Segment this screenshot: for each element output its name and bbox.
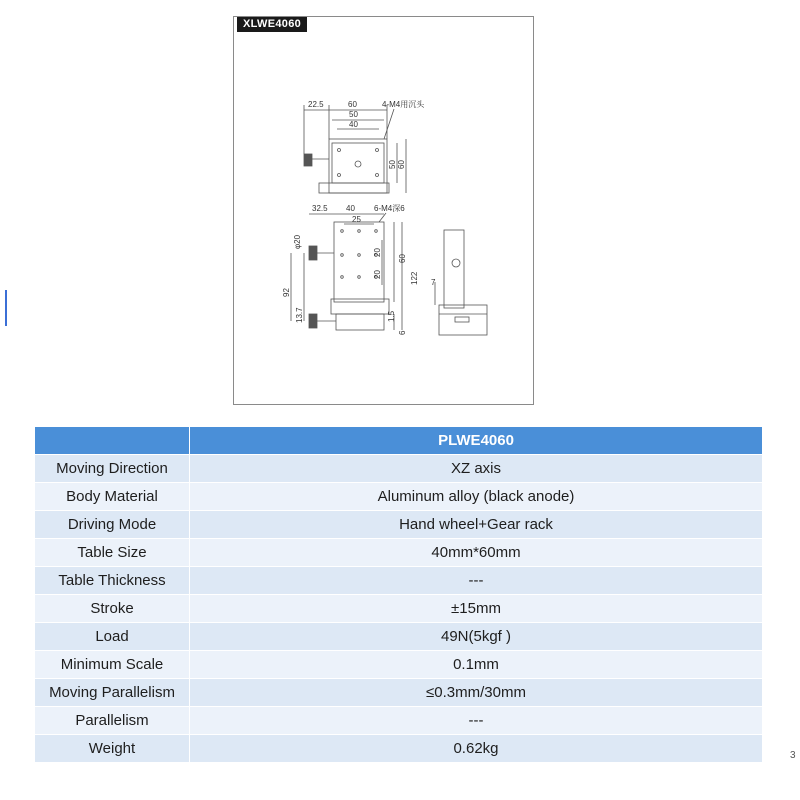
table-row (35, 595, 763, 623)
page-number: 3 (790, 750, 796, 761)
table-row (35, 511, 763, 539)
dim-label: 1.5 (387, 310, 396, 322)
spec-value: ±15mm (190, 595, 763, 623)
spec-label: Moving Parallelism (35, 679, 190, 707)
spec-label: Parallelism (35, 707, 190, 735)
spec-label: Table Size (35, 539, 190, 567)
spec-value: 49N(5kgf ) (190, 623, 763, 651)
dim-label: 40 (346, 204, 355, 213)
technical-drawing-frame (233, 16, 534, 405)
dim-label: 50 (388, 160, 397, 169)
dim-label: 60 (398, 254, 407, 263)
dim-label: 92 (282, 288, 291, 297)
right-view-column (444, 230, 464, 308)
top-view-dimension-labels (308, 99, 425, 169)
side-view-knob-upper (309, 246, 317, 260)
dim-label: 4-M4用沉头 (382, 100, 425, 109)
dim-label: 6 (398, 330, 407, 335)
table-row (35, 483, 763, 511)
side-view-table (334, 222, 384, 302)
dim-label: 60 (397, 160, 406, 169)
dim-label: 7 (431, 278, 436, 287)
spec-header-model: PLWE4060 (190, 427, 763, 455)
spec-label: Load (35, 623, 190, 651)
spec-label: Stroke (35, 595, 190, 623)
spec-value: --- (190, 567, 763, 595)
technical-drawing (234, 17, 533, 404)
dim-label: 13.7 (295, 307, 304, 323)
table-row (35, 623, 763, 651)
dim-label: 22.5 (308, 100, 324, 109)
left-edge-marker (5, 290, 7, 326)
side-view-dimension-labels (282, 204, 436, 335)
dim-label: 40 (349, 120, 358, 129)
table-row (35, 707, 763, 735)
dim-label: 6-M4深6 (374, 204, 405, 213)
right-view-base (439, 305, 487, 335)
spec-value: --- (190, 707, 763, 735)
table-row (35, 679, 763, 707)
spec-table-header-row (35, 427, 763, 455)
top-view-body (329, 139, 387, 193)
table-row (35, 539, 763, 567)
spec-value: 40mm*60mm (190, 539, 763, 567)
side-view-knob-lower (309, 314, 317, 328)
spec-label: Moving Direction (35, 455, 190, 483)
table-row (35, 651, 763, 679)
dim-label: φ20 (293, 234, 302, 249)
spec-label: Driving Mode (35, 511, 190, 539)
dim-label: 60 (348, 100, 357, 109)
table-row (35, 567, 763, 595)
spec-table (34, 426, 763, 763)
spec-value: 0.1mm (190, 651, 763, 679)
spec-header-blank (35, 427, 190, 455)
spec-value: XZ axis (190, 455, 763, 483)
spec-label: Minimum Scale (35, 651, 190, 679)
table-row (35, 455, 763, 483)
table-row (35, 735, 763, 763)
spec-value: 0.62kg (190, 735, 763, 763)
spec-value: ≤0.3mm/30mm (190, 679, 763, 707)
spec-label: Weight (35, 735, 190, 763)
spec-label: Body Material (35, 483, 190, 511)
dim-label: 50 (349, 110, 358, 119)
dim-label: 122 (410, 271, 419, 285)
spec-value: Aluminum alloy (black anode) (190, 483, 763, 511)
top-view-knob (304, 154, 312, 166)
dim-label: 20 (373, 248, 382, 257)
dim-label: 25 (352, 215, 361, 224)
dim-label: 20 (373, 270, 382, 279)
spec-value: Hand wheel+Gear rack (190, 511, 763, 539)
spec-label: Table Thickness (35, 567, 190, 595)
dim-label: 32.5 (312, 204, 328, 213)
model-tag: XLWE4060 (237, 17, 307, 32)
